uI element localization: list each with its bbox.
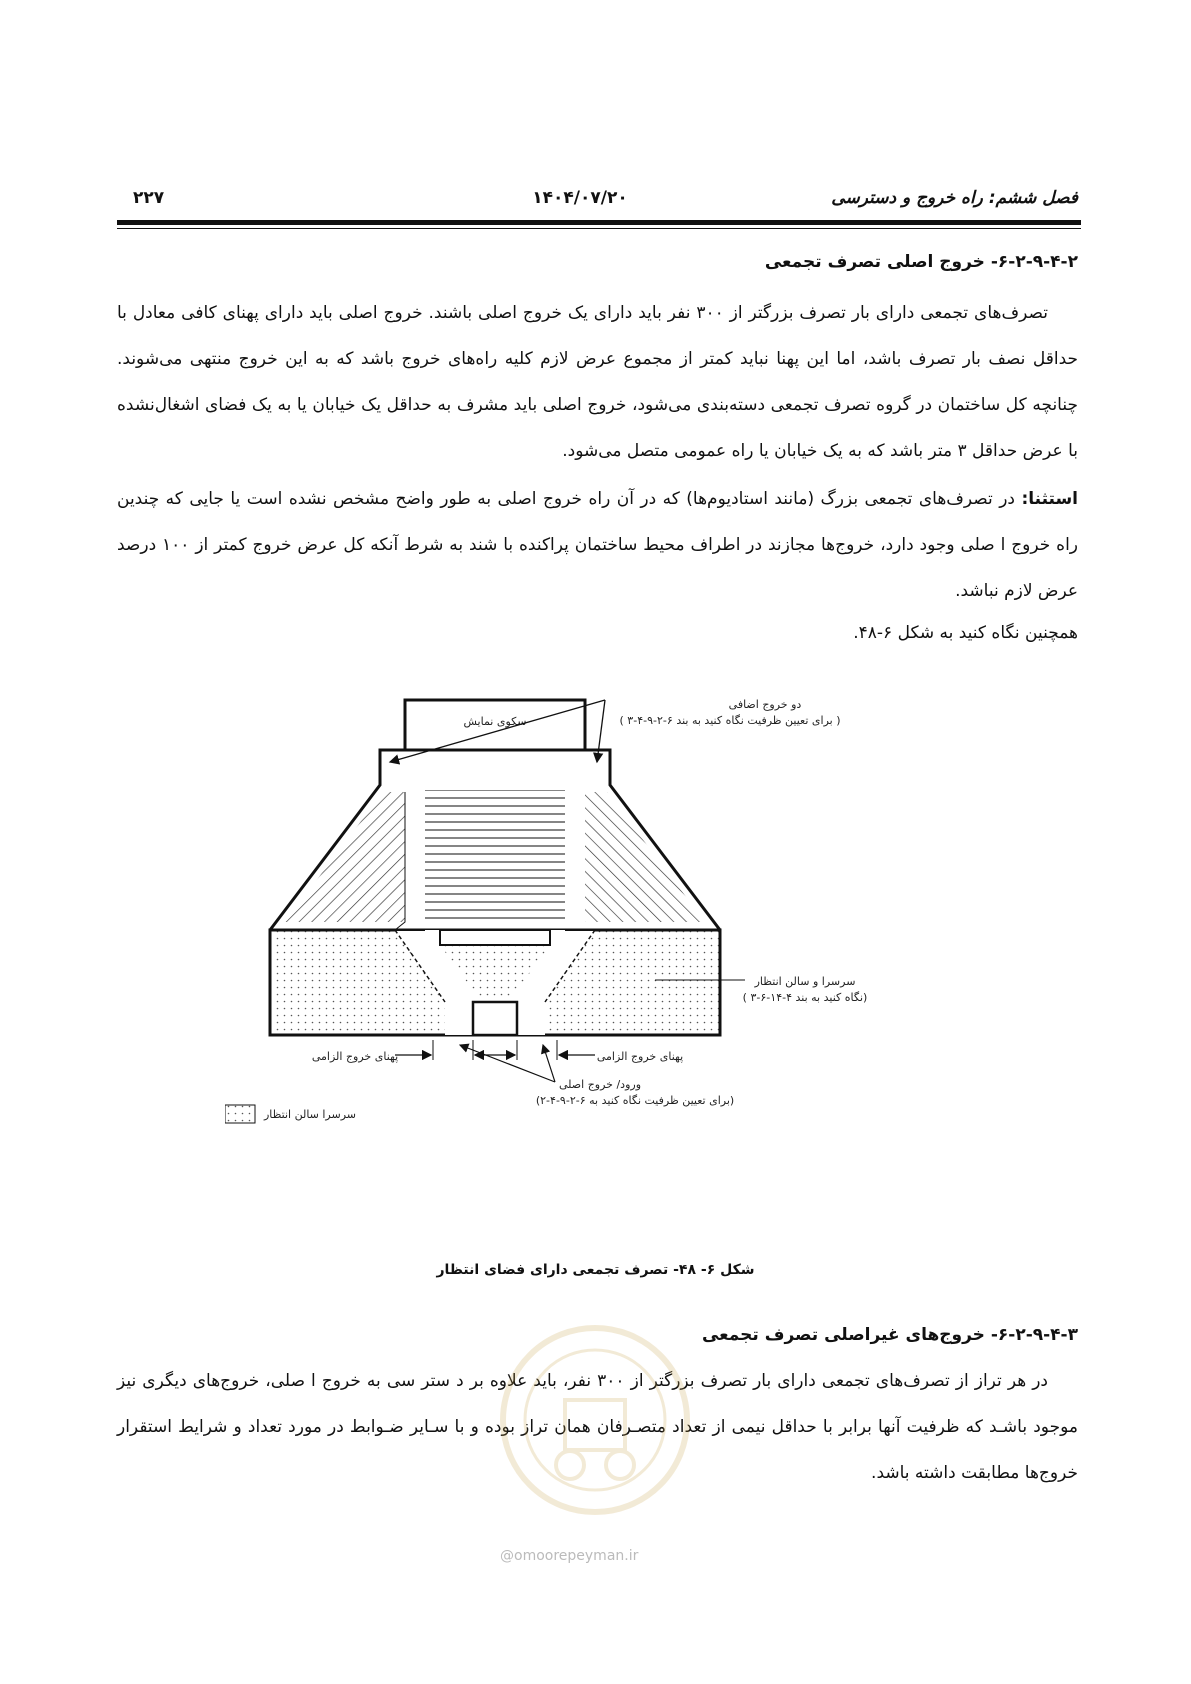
legend-swatch — [225, 1105, 255, 1123]
figure-caption: شکل ۶- ۴۸- تصرف تجمعی دارای فضای انتظار — [436, 1262, 755, 1278]
exception-text: در تصرف‌های تجمعی بزرگ (مانند استادیوم‌ها) که در آن راه خروج اصلی به طور واضح مشخص نشده است یا جایی که چندین راه خروج ا صلی وجود دارد، خروج‌ها مجازند در اطراف محیط ساختمان پراکنده با شند به شرط آنکه کل عرض خروج کمتر از ۱۰۰ درصد عرض لازم نباشد. — [117, 489, 1078, 601]
lobby-note: ( نگاه کنید به بند ۴-۱۴-۶-۳) — [742, 991, 868, 1004]
header-rule-thin — [117, 228, 1081, 229]
paragraph: در هر تراز از تصرف‌های تجمعی دارای بار تصرف بزرگتر از ۳۰۰ نفر، باید علاوه بر د ستر سی به خروج ا صلی، خروج‌های دیگری نیز موجود باشـد که ظرفیت آنها برابر با حداقل نیمی از تعداد متصـرفان همان تراز بوده و با سـایر ضـوابط در مورد تعداد و شرایط استقرار خروج‌ها مطابقت داشته باشد. — [117, 1371, 1078, 1483]
seating-center — [425, 790, 565, 925]
section-heading-secondary-exits: ۶-۲-۹-۴-۳- خروج‌های غیراصلی تصرف تجمعی — [701, 1325, 1078, 1345]
header-rule — [117, 220, 1081, 225]
section-heading-main-exit: ۶-۲-۹-۴-۲- خروج اصلی تصرف تجمعی — [764, 252, 1078, 272]
seating-left — [285, 792, 405, 922]
figure-assembly-plan — [225, 690, 985, 1210]
main-entrance — [473, 1002, 517, 1035]
required-width-right-label: پهنای خروج الزامی — [596, 1050, 684, 1063]
stage-label: سکوی نمایش — [463, 715, 527, 728]
paragraph: تصرف‌های تجمعی دارای بار تصرف بزرگتر از ۳۰۰ نفر باید دارای یک خروج اصلی باشند. خروج اصلی باید دارای پهنای کافی معادل با حداقل نصف بار تصرف باشد، اما این پهنا نباید کمتر از مجموع عرض لازم کلیه راه‌های خروج باشد که به این خروج منتهی می‌شوند. چنانچه کل ساختمان در گروه تصرف تجمعی دسته‌بندی می‌شود، خروج اصلی باید مشرف به حداقل یک خیابان یا به یک فضای اشغال‌نشده با عرض حداقل ۳ متر باشد که به یک خیابان یا راه عمومی متصل می‌شود. — [117, 303, 1078, 461]
lobby-label: سرسرا و سالن انتظار — [754, 975, 856, 988]
extra-exits-label: دو خروج اضافی — [728, 698, 802, 711]
seating-right — [585, 792, 705, 922]
section1-body — [117, 290, 1078, 474]
figure-drawing — [225, 690, 985, 1210]
see-also: همچنین نگاه کنید به شکل ۶-۴۸. — [853, 623, 1078, 643]
chapter-title: فصل ششم: راه خروج و دسترسی — [831, 188, 1078, 208]
page-number: ۲۲۷ — [133, 188, 165, 208]
exception-paragraph — [117, 476, 1078, 614]
see-also-block — [117, 610, 1078, 656]
exception-block — [117, 476, 1078, 614]
extra-exits-note: ( برای تعیین ظرفیت نگاه کنید به بند ۶-۲-۹-۴-۳ ) — [619, 714, 841, 727]
main-exit-note: (برای تعیین ظرفیت نگاه کنید به ۶-۲-۹-۴-۲) — [535, 1094, 735, 1107]
main-exit-label: ورود/ خروج اصلی — [558, 1078, 642, 1091]
required-width-left-label: پهنای خروج الزامی — [311, 1050, 399, 1063]
legend-label: سرسرا سالن انتظار — [263, 1108, 357, 1121]
watermark-seal — [495, 1320, 695, 1520]
watermark-url: @omoorepeyman.ir — [500, 1548, 639, 1564]
exception-label: استثنا: — [1021, 489, 1078, 509]
header-date: ۱۴۰۴/۰۷/۲۰ — [532, 188, 628, 208]
extra-exit-arrow-right — [597, 700, 605, 762]
inner-landing — [440, 930, 550, 945]
